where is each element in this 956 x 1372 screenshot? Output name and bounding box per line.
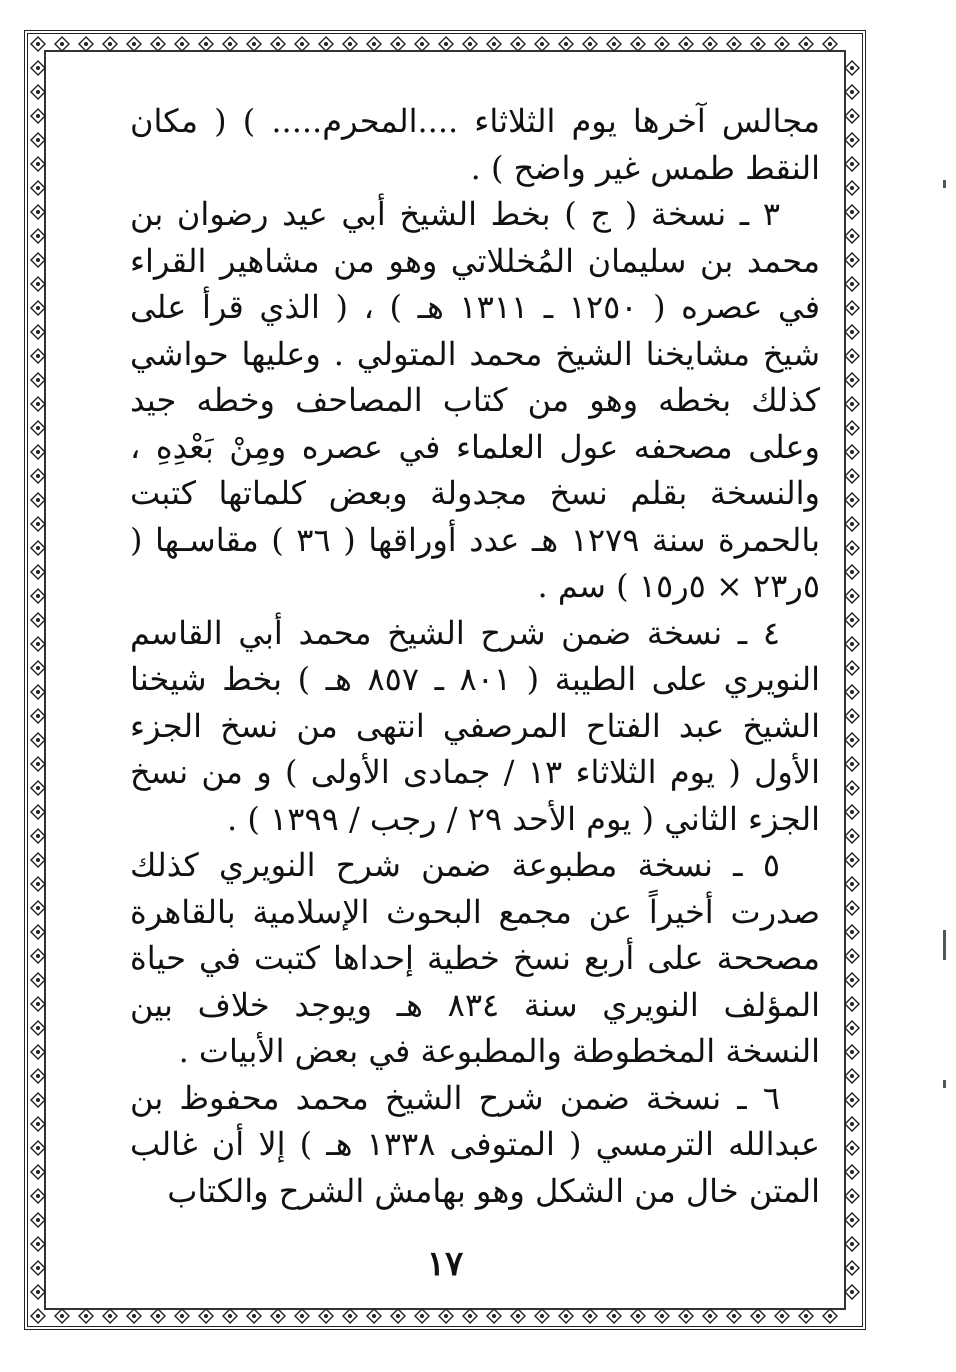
ornament-motif (511, 1309, 525, 1323)
ornament-motif (845, 973, 859, 987)
ornament-motif (175, 1309, 189, 1323)
ornament-motif (127, 37, 141, 51)
ornament-motif (31, 685, 45, 699)
ornament-motif (845, 301, 859, 315)
ornament-motif (31, 829, 45, 843)
edge-mark (943, 1080, 946, 1088)
ornament-motif (31, 661, 45, 675)
ornament-motif (367, 37, 381, 51)
ornament-motif (319, 37, 333, 51)
ornament-motif (845, 517, 859, 531)
ornament-motif (103, 37, 117, 51)
ornament-motif (31, 1093, 45, 1107)
ornament-motif (343, 1309, 357, 1323)
ornament-motif (727, 37, 741, 51)
ornament-motif (845, 181, 859, 195)
ornament-motif (31, 397, 45, 411)
ornament-motif (31, 733, 45, 747)
body-text (130, 98, 820, 1214)
ornament-motif (703, 37, 717, 51)
ornament-motif (31, 997, 45, 1011)
ornament-motif (31, 589, 45, 603)
ornament-motif (511, 37, 525, 51)
ornament-motif (439, 1309, 453, 1323)
ornament-motif (31, 1021, 45, 1035)
ornament-motif (31, 877, 45, 891)
ornament-motif (845, 709, 859, 723)
ornament-motif (31, 325, 45, 339)
ornament-motif (845, 205, 859, 219)
ornament-motif (845, 1141, 859, 1155)
ornament-motif (31, 949, 45, 963)
ornament-motif (845, 85, 859, 99)
ornament-motif (31, 853, 45, 867)
ornament-motif (559, 37, 573, 51)
ornament-motif (31, 517, 45, 531)
ornament-motif (31, 445, 45, 459)
ornament-motif (31, 1285, 45, 1299)
paragraph-3: ٤ ـ نسخة ضمن شرح الشيخ محمد أبي القاسم النويري على الطيبة ( ٨٠١ ـ ٨٥٧ هـ ) بخط شيخنا الشيخ عبد الفتاح المرصفي انتهى من نسخ الجزء الأول ( يوم الثلاثاء ١٣ / جمادى الأولى ) و من نسخ الجزء الثاني ( يوم الأحد ٢٩ / رجب / ١٣٩٩ ) . (130, 613, 821, 838)
ornament-motif (845, 829, 859, 843)
ornament-motif (31, 181, 45, 195)
ornament-motif (845, 781, 859, 795)
ornament-motif (31, 901, 45, 915)
ornament-motif (845, 1117, 859, 1131)
ornament-motif (31, 61, 45, 75)
ornament-motif (31, 253, 45, 267)
ornament-motif (583, 37, 597, 51)
ornament-motif (845, 133, 859, 147)
ornament-motif (799, 1309, 813, 1323)
ornament-motif (367, 1309, 381, 1323)
ornament-motif (31, 1045, 45, 1059)
ornament-motif (31, 1141, 45, 1155)
ornament-motif (31, 781, 45, 795)
ornament-motif (751, 1309, 765, 1323)
ornament-motif (845, 949, 859, 963)
ornament-motif (845, 157, 859, 171)
ornament-motif (31, 565, 45, 579)
ornament-motif (799, 37, 813, 51)
ornament-motif (31, 277, 45, 291)
ornament-motif (845, 1069, 859, 1083)
ornament-motif (463, 1309, 477, 1323)
ornament-motif (845, 589, 859, 603)
ornament-motif (845, 397, 859, 411)
ornament-motif (845, 637, 859, 651)
ornament-motif (703, 1309, 717, 1323)
ornament-motif (535, 37, 549, 51)
ornament-motif (631, 37, 645, 51)
ornament-motif (31, 229, 45, 243)
ornament-motif (845, 565, 859, 579)
ornament-motif (487, 37, 501, 51)
ornament-motif (845, 61, 859, 75)
ornament-motif (79, 1309, 93, 1323)
ornament-motif (775, 37, 789, 51)
ornament-motif (31, 349, 45, 363)
ornament-motif (845, 925, 859, 939)
ornament-motif (31, 613, 45, 627)
ornament-motif (319, 1309, 333, 1323)
ornament-motif (31, 541, 45, 555)
paragraph-1: مجالس آخرها يوم الثلاثاء ....المحرم..... ) ( مكان النقط طمس غير واضح ) . (130, 102, 820, 187)
ornament-motif (199, 1309, 213, 1323)
ornament-motif (31, 493, 45, 507)
paragraph-2: ٣ ـ نسخة ( ج ) بخط الشيخ أبي عيد رضوان بن محمد بن سليمان المُخللاتي وهو من مشاهير القراء في عصره ( ١٢٥٠ ـ ١٣١١ هـ ) ، ( الذي قرأ على شيخ مشايخنا الشيخ محمد المتولي . وعليها حواشي كذلك بخطه وهو من كتاب المصاحف وخطه جيد وعلى مصحفه عول العلماء في عصره ومِنْ بَعْدِهِ ، والنسخة بقلم نسخ مجدولة وبعض كلماتها كتبت بالحمرة سنة ١٢٧٩ هـ عدد أوراقها ( ٣٦ ) مقاسـها ( ٥ر٢٣ × ٥ر١٥ ) سم . (130, 195, 821, 605)
edge-mark (943, 930, 946, 960)
ornament-motif (31, 1165, 45, 1179)
ornament-motif (535, 1309, 549, 1323)
ornament-motif (31, 1213, 45, 1227)
ornament-motif (31, 709, 45, 723)
ornament-motif (845, 661, 859, 675)
ornament-motif (31, 1117, 45, 1131)
ornament-motif (31, 109, 45, 123)
ornament-motif (31, 421, 45, 435)
page-number: ١٧ (426, 1244, 464, 1284)
ornament-motif (845, 229, 859, 243)
ornament-motif (247, 1309, 261, 1323)
ornament-motif (775, 1309, 789, 1323)
ornament-motif (31, 469, 45, 483)
ornament-motif (271, 37, 285, 51)
ornament-motif (845, 493, 859, 507)
ornament-motif (127, 1309, 141, 1323)
ornament-motif (823, 37, 837, 51)
ornament-motif (463, 37, 477, 51)
ornament-motif (31, 973, 45, 987)
ornament-motif (845, 1093, 859, 1107)
ornament-motif (31, 301, 45, 315)
ornament-motif (631, 1309, 645, 1323)
ornament-motif (295, 1309, 309, 1323)
ornament-motif (31, 1309, 45, 1323)
paragraph-5: ٦ ـ نسخة ضمن شرح الشيخ محمد محفوظ بن عبدالله الترمسي ( المتوفى ١٣٣٨ هـ ) إلا أن غالب المتن خال من الشكل وهو بهامش الشرح والكتاب (130, 1078, 821, 1210)
ornament-motif (845, 1021, 859, 1035)
ornament-motif (845, 325, 859, 339)
ornament-motif (727, 1309, 741, 1323)
ornament-motif (845, 469, 859, 483)
ornament-motif (31, 1189, 45, 1203)
ornament-motif (845, 541, 859, 555)
ornament-motif (295, 37, 309, 51)
ornament-motif (31, 205, 45, 219)
ornament-motif (845, 1189, 859, 1203)
ornament-motif (845, 733, 859, 747)
ornament-motif (845, 349, 859, 363)
ornament-motif (487, 1309, 501, 1323)
ornament-motif (391, 37, 405, 51)
ornament-motif (845, 1165, 859, 1179)
ornament-motif (31, 637, 45, 651)
ornament-motif (247, 37, 261, 51)
ornament-motif (439, 37, 453, 51)
ornament-motif (845, 109, 859, 123)
ornament-motif (31, 133, 45, 147)
ornament-motif (655, 1309, 669, 1323)
ornament-motif (31, 157, 45, 171)
ornament-motif (415, 37, 429, 51)
ornament-motif (31, 37, 45, 51)
ornament-motif (845, 1285, 859, 1299)
ornament-motif (845, 757, 859, 771)
ornament-motif (103, 1309, 117, 1323)
ornament-motif (391, 1309, 405, 1323)
ornament-motif (31, 373, 45, 387)
ornament-motif (845, 445, 859, 459)
ornament-motif (31, 925, 45, 939)
ornament-motif (223, 37, 237, 51)
ornament-motif (271, 1309, 285, 1323)
ornament-motif (607, 37, 621, 51)
ornament-motif (845, 877, 859, 891)
ornament-motif (31, 805, 45, 819)
ornament-motif (845, 253, 859, 267)
ornament-motif (55, 37, 69, 51)
ornament-motif (559, 1309, 573, 1323)
ornament-motif (607, 1309, 621, 1323)
ornament-motif (583, 1309, 597, 1323)
ornament-motif (199, 37, 213, 51)
paragraph-4: ٥ ـ نسخة مطبوعة ضمن شرح النويري كذلك صدرت أخيراً عن مجمع البحوث الإسلامية بالقاهرة مصححة على أربع نسخ خطية إحداها كتبت في حياة المؤلف النويري سنة ٨٣٤ هـ ويوجد خلاف بين النسخة المخطوطة والمطبوعة في بعض الأبيات . (130, 846, 820, 1070)
ornament-motif (845, 685, 859, 699)
ornament-motif (845, 1045, 859, 1059)
ornament-motif (79, 37, 93, 51)
ornament-motif (845, 277, 859, 291)
ornament-motif (55, 1309, 69, 1323)
edge-mark (943, 180, 946, 188)
ornament-motif (845, 613, 859, 627)
ornament-motif (751, 37, 765, 51)
ornament-motif (845, 1213, 859, 1227)
ornament-motif (175, 37, 189, 51)
ornament-motif (655, 37, 669, 51)
ornament-motif (845, 901, 859, 915)
ornament-motif (679, 37, 693, 51)
ornament-motif (151, 1309, 165, 1323)
ornament-motif (823, 1309, 837, 1323)
ornament-motif (151, 37, 165, 51)
ornament-motif (31, 757, 45, 771)
ornament-motif (415, 1309, 429, 1323)
ornament-motif (845, 805, 859, 819)
ornament-motif (31, 1069, 45, 1083)
ornament-motif (679, 1309, 693, 1323)
ornament-motif (343, 37, 357, 51)
ornament-motif (845, 997, 859, 1011)
ornament-motif (223, 1309, 237, 1323)
ornament-motif (845, 421, 859, 435)
ornament-motif (845, 373, 859, 387)
ornament-motif (845, 853, 859, 867)
ornament-motif (31, 85, 45, 99)
